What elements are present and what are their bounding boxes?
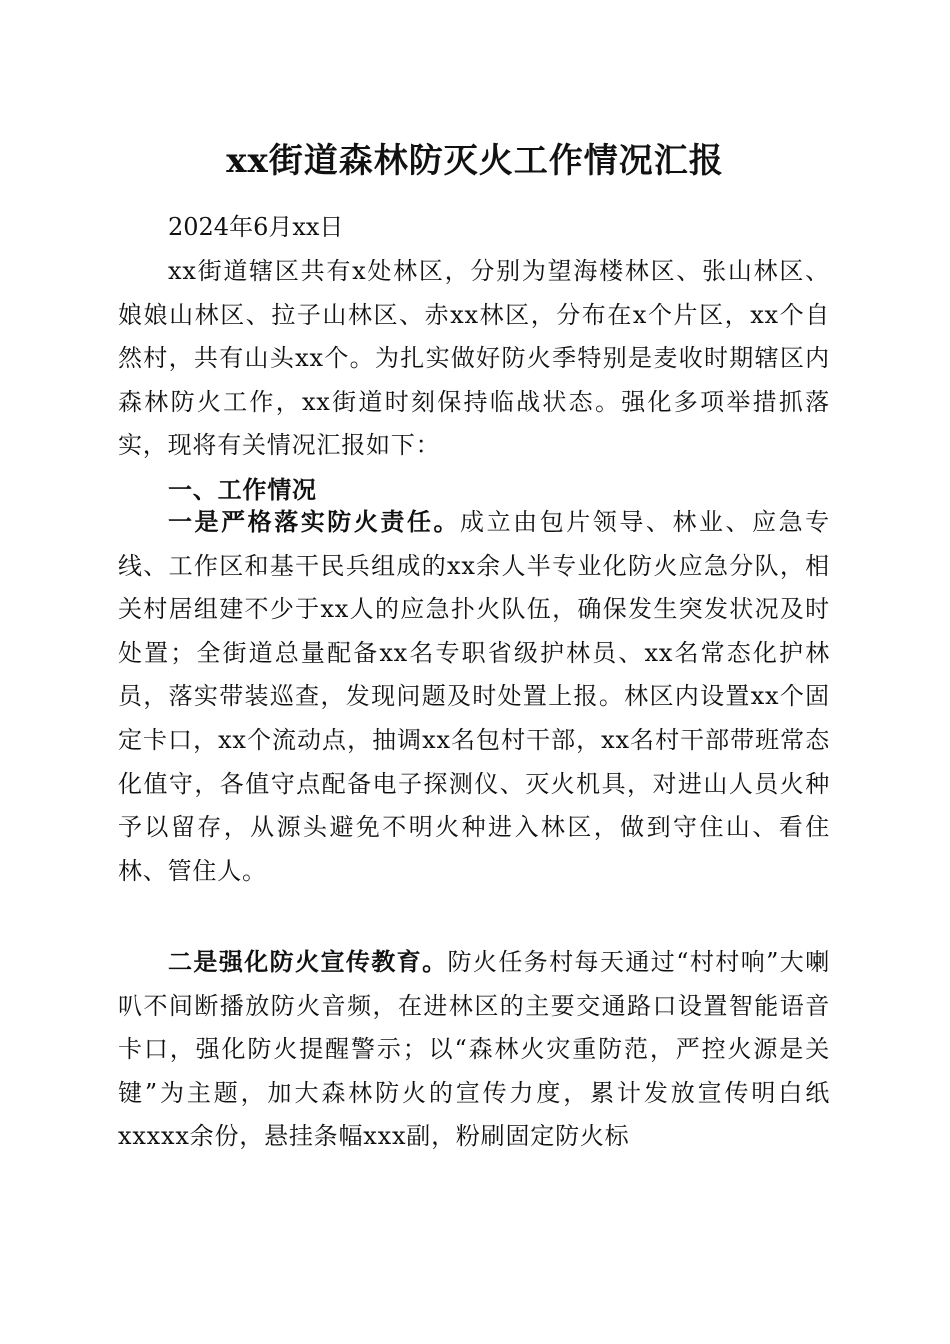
intro-block [118,250,830,512]
item2-lead: 二是强化防火宣传教育。 [168,947,448,976]
item1-block [118,500,830,893]
item2-paragraph [118,940,830,1159]
item2-block [118,940,830,1159]
item1-body: 成立由包片领导、林业、应急专线、工作区和基干民兵组成的xx余人半专业化防火应急分队，相关村居组建不少于xx人的应急扑火队伍，确保发生突发状况及时处置；全街道总量配备xx名专职省级护林员、xx名常态化护林员，落实带装巡查，发现问题及时处置上报。林区内设置xx个固定卡口，xx个流动点，抽调xx名包村干部，xx名村干部带班常态化值守，各值守点配备电子探测仪、灭火机具，对进山人员火种予以留存，从源头避免不明火种进入林区，做到守住山、看住林、管住人。 [118,508,830,885]
item1-paragraph [118,500,830,893]
item2-body: 防火任务村每天通过“村村响”大喇叭不间断播放防火音频，在进林区的主要交通路口设置智能语音卡口，强化防火提醒警示；以“森林火灾重防范，严控火源是关键”为主题，加大森林防火的宣传力度，累计发放宣传明白纸xxxxx余份，悬挂条幅xxx副，粉刷固定防火标 [118,948,830,1151]
item1-lead: 一是严格落实防火责任。 [168,507,461,536]
section-heading-work-status: 一、工作情况 [168,474,317,504]
document-date: 2024年6月xx日 [168,213,344,241]
intro-paragraph: xx街道辖区共有x处林区，分别为望海楼林区、张山林区、娘娘山林区、拉子山林区、赤xx林区，分布在x个片区，xx个自然村，共有山头xx个。为扎实做好防火季特别是麦收时期辖区内森林防火工作，xx街道时刻保持临战状态。强化多项举措抓落实，现将有关情况汇报如下： [118,257,830,460]
document-title: xx街道森林防灭火工作情况汇报 [226,141,724,181]
